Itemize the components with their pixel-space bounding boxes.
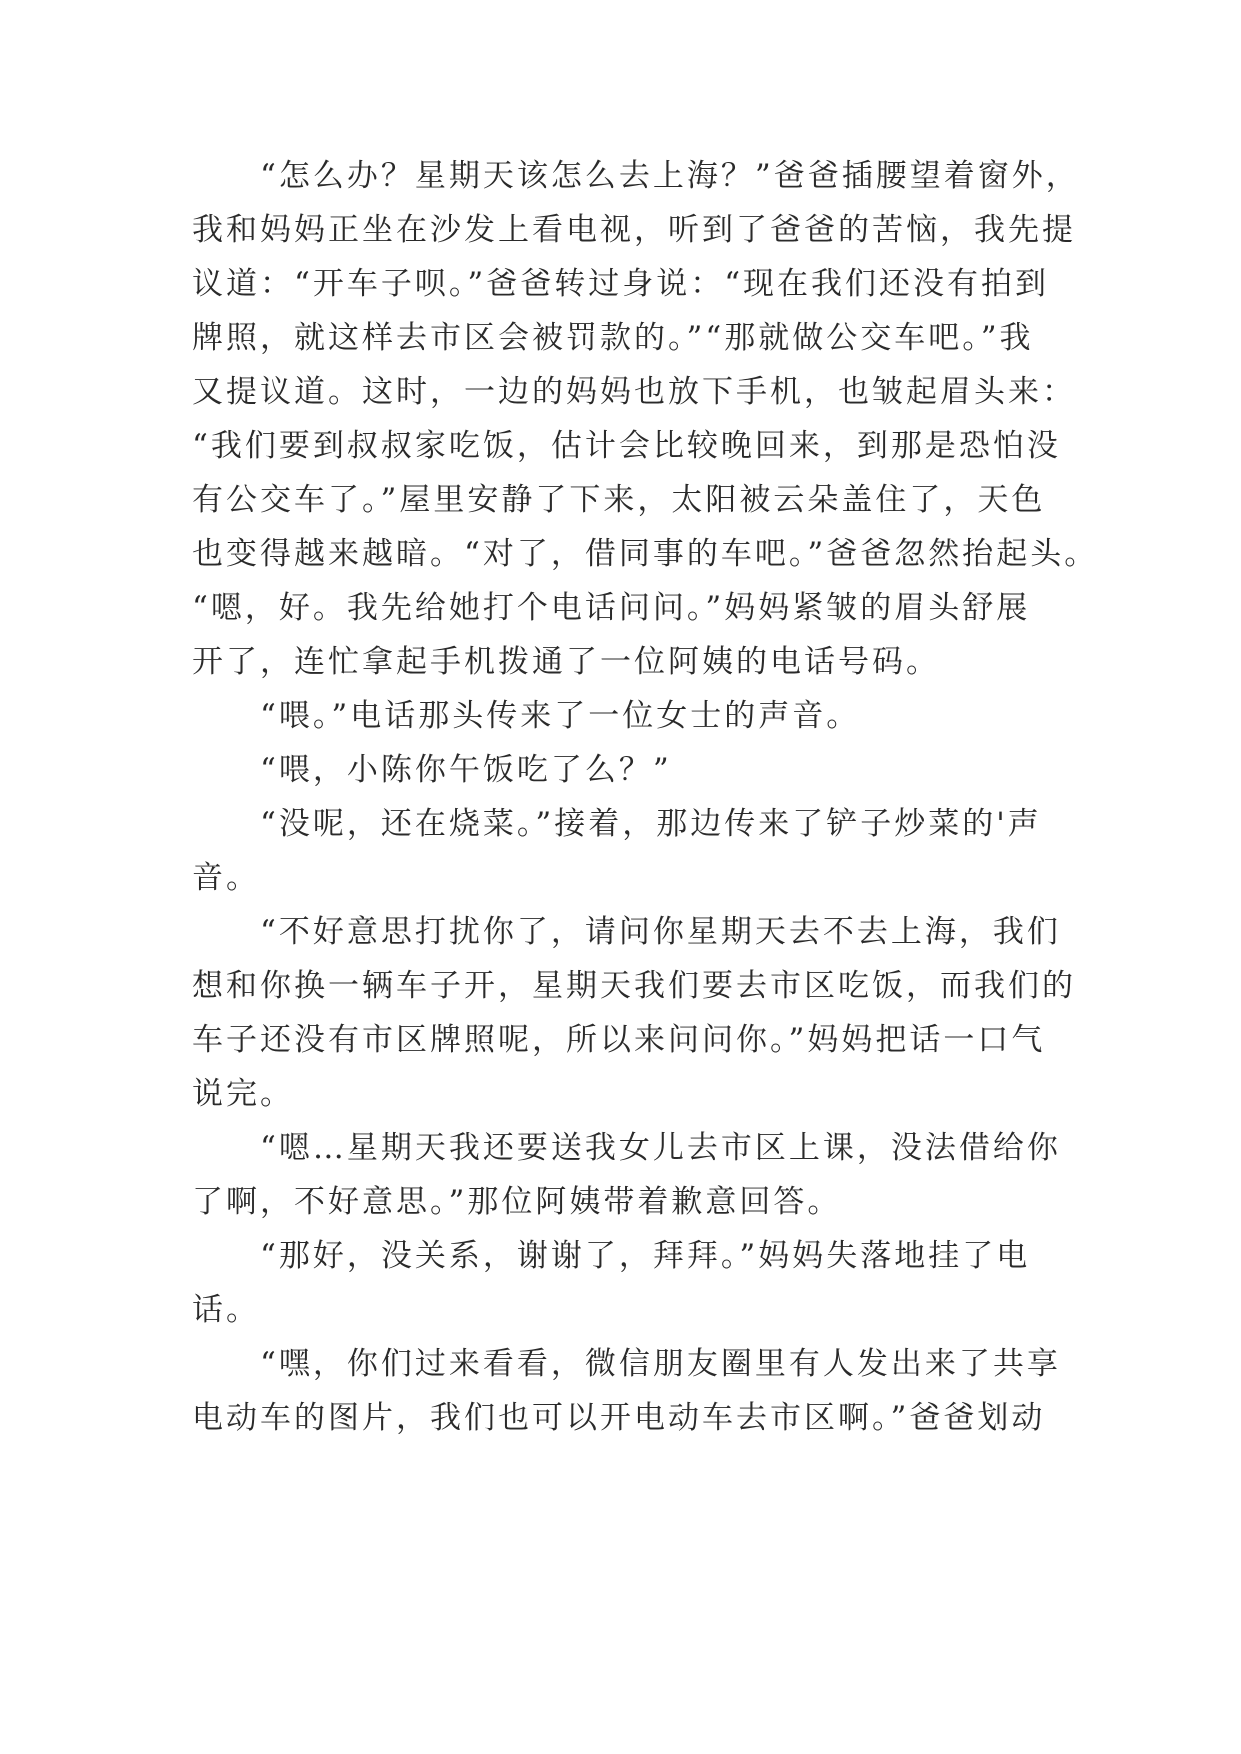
text-line: 电动车的图片，我们也可以开电动车去市区啊。”爸爸划动 [192, 1400, 1046, 1436]
text-line: “怎么办？星期天该怎么去上海？”爸爸插腰望着窗外， [192, 158, 1080, 194]
text-line: 话。 [192, 1292, 260, 1328]
text-line: 也变得越来越暗。“对了，借同事的车吧。”爸爸忽然抬起头。 [192, 536, 1099, 572]
text-line: “嗯，好。我先给她打个电话问问。”妈妈紧皱的眉头舒展 [192, 590, 1031, 626]
text-line: 说完。 [192, 1076, 294, 1112]
text-line: “没呢，还在烧菜。”接着，那边传来了铲子炒菜的'声 [192, 806, 1042, 842]
text-line: 又提议道。这时，一边的妈妈也放下手机，也皱起眉头来： [192, 374, 1076, 410]
text-line: 牌照，就这样去市区会被罚款的。”“那就做公交车吧。”我 [192, 320, 1034, 356]
text-line: “嗯…星期天我还要送我女儿去市区上课，没法借给你 [192, 1130, 1061, 1166]
text-line: “喂。”电话那头传来了一位女士的声音。 [192, 698, 861, 734]
text-line: 音。 [192, 860, 260, 896]
text-line: “我们要到叔叔家吃饭，估计会比较晚回来，到那是恐怕没 [192, 428, 1061, 464]
text-line: 有公交车了。”屋里安静了下来，太阳被云朵盖住了，天色 [192, 482, 1046, 518]
text-line: “嘿，你们过来看看，微信朋友圈里有人发出来了共享 [192, 1346, 1061, 1382]
text-line: “那好，没关系，谢谢了，拜拜。”妈妈失落地挂了电 [192, 1238, 1031, 1274]
text-line: “喂，小陈你午饭吃了么？” [192, 752, 672, 788]
text-line: 议道：“开车子呗。”爸爸转过身说：“现在我们还没有拍到 [192, 266, 1050, 302]
text-line: 了啊，不好意思。”那位阿姨带着歉意回答。 [192, 1184, 842, 1220]
text-line: 开了，连忙拿起手机拨通了一位阿姨的电话号码。 [192, 644, 940, 680]
text-line: 我和妈妈正坐在沙发上看电视，听到了爸爸的苦恼，我先提 [192, 212, 1076, 248]
text-line: 车子还没有市区牌照呢，所以来问问你。”妈妈把话一口气 [192, 1022, 1046, 1058]
text-line: 想和你换一辆车子开，星期天我们要去市区吃饭，而我们的 [192, 968, 1076, 1004]
text-line: “不好意思打扰你了，请问你星期天去不去上海，我们 [192, 914, 1061, 950]
